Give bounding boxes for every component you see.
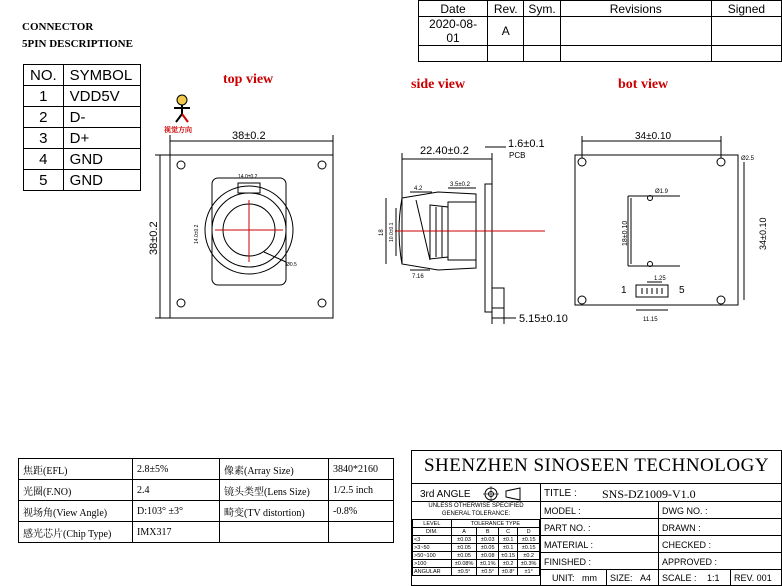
spec-empty bbox=[329, 522, 394, 543]
tolerance-cell: ±0.5° bbox=[477, 568, 499, 576]
part-no-field: PART NO. : bbox=[544, 523, 591, 533]
drawn-field: DRAWN : bbox=[662, 523, 701, 533]
dwg-no-field: DWG NO. : bbox=[662, 506, 708, 516]
bot-inner-dim: 18±0.10 bbox=[622, 220, 629, 246]
tolerance-cell: ±0.08% bbox=[451, 560, 477, 568]
bot-view-title: bot view bbox=[618, 77, 669, 92]
side-connector bbox=[492, 288, 504, 308]
bot-width-dim: 34±0.10 bbox=[635, 131, 672, 142]
tolerance-col: D bbox=[518, 528, 540, 536]
spec-label: 畸变(TV distortion) bbox=[220, 501, 329, 522]
rev-header-sym: Sym. bbox=[524, 1, 560, 17]
pin-no: 3 bbox=[24, 128, 64, 149]
pin-no: 4 bbox=[24, 149, 64, 170]
tolerance-note-2: GENERAL TOLERANCE: bbox=[441, 511, 511, 517]
approved-field: APPROVED : bbox=[662, 557, 718, 567]
tolerance-note-1: UNLESS OTHERWISE SPECIFIED bbox=[428, 503, 524, 509]
mount-hole bbox=[318, 299, 326, 307]
spec-empty bbox=[220, 522, 329, 543]
tolerance-cell: >3~50 bbox=[413, 544, 452, 552]
pin-symbol: D- bbox=[63, 107, 140, 128]
tolerance-cell: ±0.03 bbox=[477, 536, 499, 544]
side-dim-c: 18 bbox=[379, 229, 385, 236]
mount-hole bbox=[318, 161, 326, 169]
bot-hole-dim2: Ø1.9 bbox=[655, 189, 669, 195]
size-label: SIZE: bbox=[610, 573, 633, 583]
spec-value: 3840*2160 bbox=[329, 459, 394, 480]
tolerance-col: B bbox=[477, 528, 499, 536]
tolerance-cell: ±0.15 bbox=[518, 544, 540, 552]
tolerance-cell: ±0.2 bbox=[518, 552, 540, 560]
top-height-dim: 38±0.2 bbox=[148, 221, 160, 255]
pin-symbol: GND bbox=[63, 149, 140, 170]
tolerance-cell: <3 bbox=[413, 536, 452, 544]
tolerance-col: C bbox=[499, 528, 518, 536]
tolerance-cell: >100 bbox=[413, 560, 452, 568]
tolerance-type-header: TOLERANCE TYPE bbox=[451, 520, 539, 528]
spec-value: -0.8% bbox=[329, 501, 394, 522]
tolerance-cell: ±0.03 bbox=[451, 536, 477, 544]
pin-symbol: GND bbox=[63, 170, 140, 191]
spec-label: 视场角(View Angle) bbox=[19, 501, 133, 522]
checked-field: CHECKED : bbox=[662, 540, 712, 550]
spec-label: 感光芯片(Chip Type) bbox=[19, 522, 133, 543]
pin-no: 1 bbox=[24, 86, 64, 107]
bot-view-drawing bbox=[575, 136, 744, 310]
tolerance-cell: ±0.05 bbox=[451, 552, 477, 560]
rev-header-date: Date bbox=[419, 1, 488, 17]
model-field: MODEL : bbox=[544, 506, 581, 516]
top-lens-dim-b: 14.0±0.2 bbox=[194, 224, 200, 244]
mount-hole bbox=[578, 158, 586, 166]
top-view-title: top view bbox=[223, 72, 274, 87]
bot-pin-last: 5 bbox=[679, 285, 685, 296]
bot-pin-first: 1 bbox=[621, 285, 627, 296]
mount-hole bbox=[177, 161, 185, 169]
lens-tab bbox=[238, 183, 260, 193]
angle-label: 3rd ANGLE bbox=[420, 489, 471, 500]
top-hole-dim: Ø0.5 bbox=[286, 262, 297, 268]
mount-hole bbox=[717, 158, 725, 166]
bot-conn-dim: 11.15 bbox=[643, 317, 658, 323]
pin-no: 5 bbox=[24, 170, 64, 191]
spec-value: D:103° ±3° bbox=[133, 501, 220, 522]
rev-header-rev: Rev. bbox=[488, 1, 524, 17]
material-field: MATERIAL : bbox=[544, 540, 594, 550]
tolerance-cell: ANGULAR bbox=[413, 568, 452, 576]
mount-hole bbox=[177, 299, 185, 307]
lens-thread bbox=[430, 205, 448, 259]
title-label: TITLE : bbox=[544, 488, 577, 499]
rev-header-signed: Signed bbox=[711, 1, 781, 17]
unit-value: mm bbox=[582, 573, 597, 583]
title-value: SNS-DZ1009-V1.0 bbox=[602, 487, 696, 501]
finished-field: FINISHED : bbox=[544, 557, 592, 567]
pin-symbol: VDD5V bbox=[63, 86, 140, 107]
leader-line bbox=[264, 252, 286, 262]
top-lens-dim-a: 14.0±0.2 bbox=[238, 174, 258, 180]
top-width-dim: 38±0.2 bbox=[232, 130, 266, 142]
tolerance-level-header: LEVEL bbox=[413, 520, 452, 528]
side-total-dim: 22.40±0.2 bbox=[420, 145, 469, 157]
side-pcb-label: PCB bbox=[509, 151, 526, 160]
unit-label: UNIT: bbox=[552, 573, 575, 583]
tolerance-cell: ±0.15 bbox=[499, 552, 518, 560]
title-block bbox=[411, 450, 782, 586]
side-view-drawing bbox=[386, 147, 545, 324]
side-dim-f: 5.15±0.10 bbox=[519, 313, 568, 325]
tolerance-cell: ±1° bbox=[518, 568, 540, 576]
mount-hole bbox=[578, 296, 586, 304]
side-dim-d: 10.0±0.1 bbox=[389, 222, 395, 242]
side-dim-e: 7.16 bbox=[412, 274, 424, 280]
tolerance-cell: ±0.1% bbox=[477, 560, 499, 568]
tolerance-cell: ±0.08 bbox=[477, 552, 499, 560]
tolerance-cell: ±0.5° bbox=[451, 568, 477, 576]
pin-header-symbol: SYMBOL bbox=[63, 65, 140, 86]
spec-label: 光圈(F.NO) bbox=[19, 480, 133, 501]
tolerance-cell: ±0.2 bbox=[499, 560, 518, 568]
pin-header-no: NO. bbox=[24, 65, 64, 86]
spec-value: 2.4 bbox=[133, 480, 220, 501]
tolerance-table bbox=[412, 519, 540, 576]
side-dim-a: 4.2 bbox=[414, 186, 423, 192]
spec-label: 焦距(EFL) bbox=[19, 459, 133, 480]
tolerance-col: A bbox=[451, 528, 477, 536]
company-name: SHENZHEN SINOSEEN TECHNOLOGY bbox=[423, 455, 770, 476]
scale-label: SCALE : bbox=[662, 573, 697, 583]
tolerance-cell: ±0.8° bbox=[499, 568, 518, 576]
side-view-title: side view bbox=[411, 77, 466, 92]
pin-no: 2 bbox=[24, 107, 64, 128]
lens-contour bbox=[416, 200, 430, 260]
spec-value: IMX317 bbox=[133, 522, 220, 543]
size-value: A4 bbox=[640, 573, 652, 583]
spec-table bbox=[18, 458, 394, 543]
tolerance-cell: ±0.05 bbox=[477, 544, 499, 552]
mascot-caption: 视觉方向 bbox=[164, 126, 192, 134]
bot-height-dim: 34±0.10 bbox=[758, 217, 768, 250]
projection-symbol-icon bbox=[482, 486, 526, 502]
spec-value: 1/2.5 inch bbox=[329, 480, 394, 501]
side-pcb bbox=[485, 184, 492, 312]
bot-pitch-dim: 1.25 bbox=[654, 276, 666, 282]
tolerance-cell: ±0.3% bbox=[518, 560, 540, 568]
tolerance-cell: ±0.1 bbox=[499, 544, 518, 552]
side-dim-b: 3.5±0.2 bbox=[450, 182, 470, 188]
tolerance-cell: ±0.15 bbox=[518, 536, 540, 544]
pin-symbol: D+ bbox=[63, 128, 140, 149]
spec-value: 2.8±5% bbox=[133, 459, 220, 480]
spec-label: 像素(Array Size) bbox=[220, 459, 329, 480]
rev-cell-rev: A bbox=[488, 17, 524, 46]
spec-label: 镜头类型(Lens Size) bbox=[220, 480, 329, 501]
mount-hole bbox=[717, 296, 725, 304]
scale-value: 1:1 bbox=[707, 573, 720, 583]
side-pcb-dim: 1.6±0.1 bbox=[508, 138, 545, 150]
tolerance-cell: >50~100 bbox=[413, 552, 452, 560]
bot-inner-outline bbox=[628, 196, 680, 266]
rev-header-revisions: Revisions bbox=[560, 1, 711, 17]
tolerance-col: DIM. bbox=[413, 528, 452, 536]
top-view-drawing bbox=[155, 135, 333, 318]
tolerance-cell: ±0.05 bbox=[451, 544, 477, 552]
tolerance-cell: ±0.1 bbox=[499, 536, 518, 544]
rev-cell-date: 2020-08-01 bbox=[419, 17, 488, 46]
rev-label: REV. 001 bbox=[734, 573, 772, 583]
pin-description-heading: 5PIN DESCRIPTIONE bbox=[22, 38, 133, 50]
bot-hole-dim: Ø2.5 bbox=[741, 156, 755, 162]
connector-heading: CONNECTOR bbox=[22, 21, 94, 33]
